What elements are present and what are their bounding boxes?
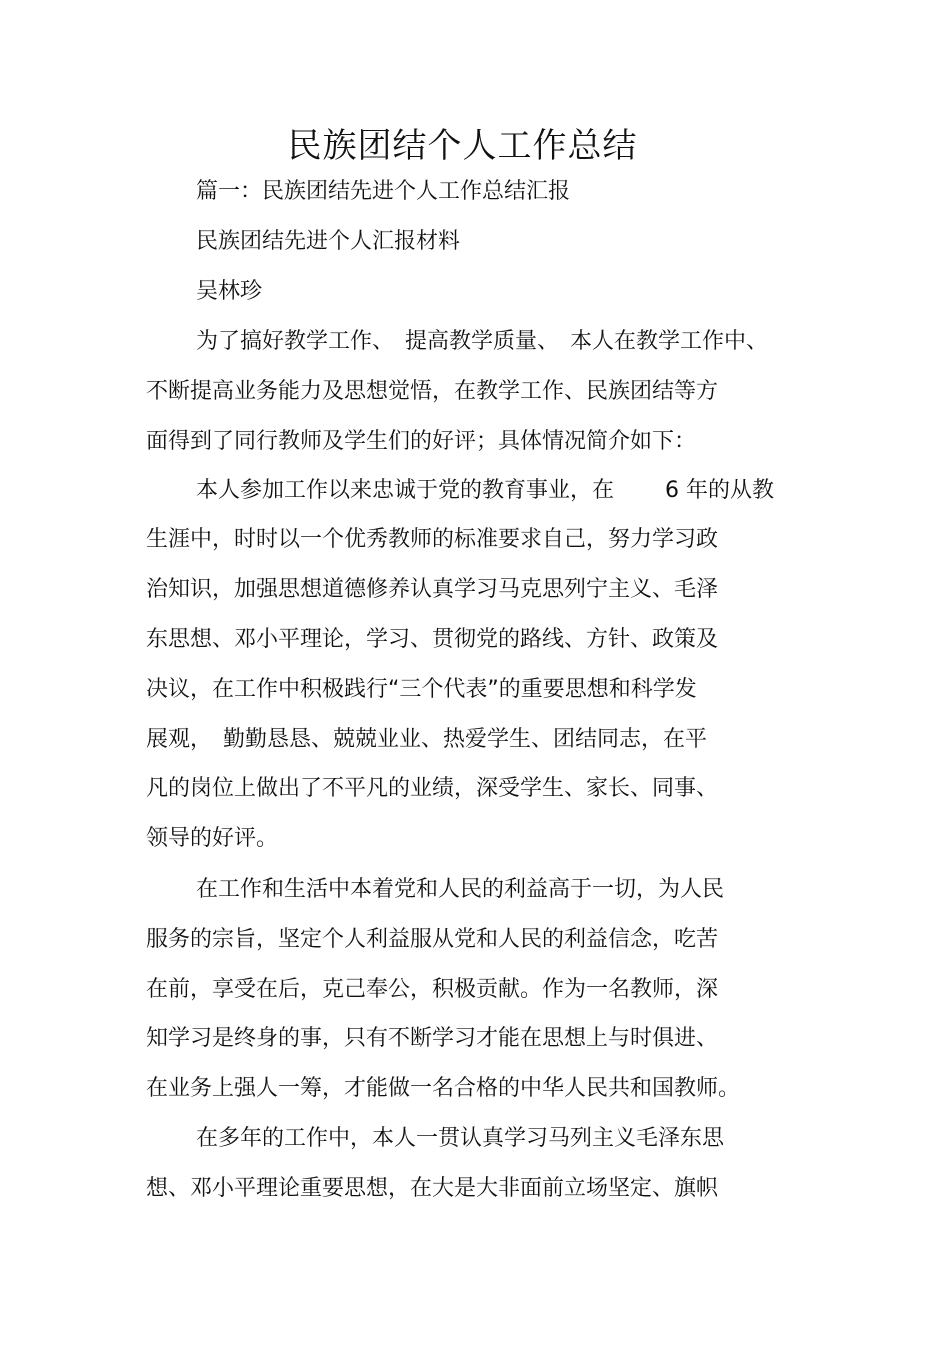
subtitle-line: 篇一：民族团结先进个人工作总结汇报 (196, 179, 571, 204)
paragraph-line: 为了搞好教学工作、 提高教学质量、 本人在教学工作中、 (196, 329, 769, 354)
paragraph-line: 凡的岗位上做出了不平凡的业绩，深受学生、家长、同事、 (146, 776, 719, 801)
paragraph-line: 东思想、邓小平理论，学习、贯彻党的路线、方针、政策及 (146, 627, 719, 652)
subheading-line: 民族团结先进个人汇报材料 (196, 229, 461, 254)
paragraph-line: 不断提高业务能力及思想觉悟，在教学工作、民族团结等方 (146, 379, 719, 404)
paragraph-line: 领导的好评。 (146, 826, 279, 851)
paragraph-line: 想、邓小平理论重要思想，在大是大非面前立场坚定、旗帜 (146, 1176, 719, 1201)
paragraph-line: 知学习是终身的事，只有不断学习才能在思想上与时俱进、 (146, 1026, 719, 1051)
author-line: 吴林珍 (196, 279, 263, 304)
paragraph-line: 本人参加工作以来忠诚于党的教育事业，在 6 年的从教 (196, 478, 774, 503)
paragraph-line: 面得到了同行教师及学生们的好评；具体情况简介如下： (146, 429, 697, 454)
paragraph-line: 在业务上强人一筹，才能做一名合格的中华人民共和国教师。 (146, 1076, 741, 1101)
paragraph-line: 治知识，加强思想道德修养认真学习马克思列宁主义、毛泽 (146, 577, 719, 602)
paragraph-line: 服务的宗旨，坚定个人利益服从党和人民的利益信念，吃苦 (146, 927, 719, 952)
document-title: 民族团结个人工作总结 (287, 126, 638, 166)
paragraph-line: 决议，在工作中积极践行“三个代表”的重要思想和科学发 (146, 677, 697, 702)
paragraph-line: 展观， 勤勤恳恳、兢兢业业、热爱学生、团结同志，在平 (146, 727, 708, 752)
paragraph-line: 在前，享受在后，克己奉公，积极贡献。作为一名教师，深 (146, 977, 719, 1002)
paragraph-line: 在工作和生活中本着党和人民的利益高于一切，为人民 (196, 877, 725, 902)
paragraph-line: 生涯中，时时以一个优秀教师的标准要求自己，努力学习政 (146, 527, 719, 552)
paragraph-line: 在多年的工作中，本人一贯认真学习马列主义毛泽东思 (196, 1126, 725, 1151)
